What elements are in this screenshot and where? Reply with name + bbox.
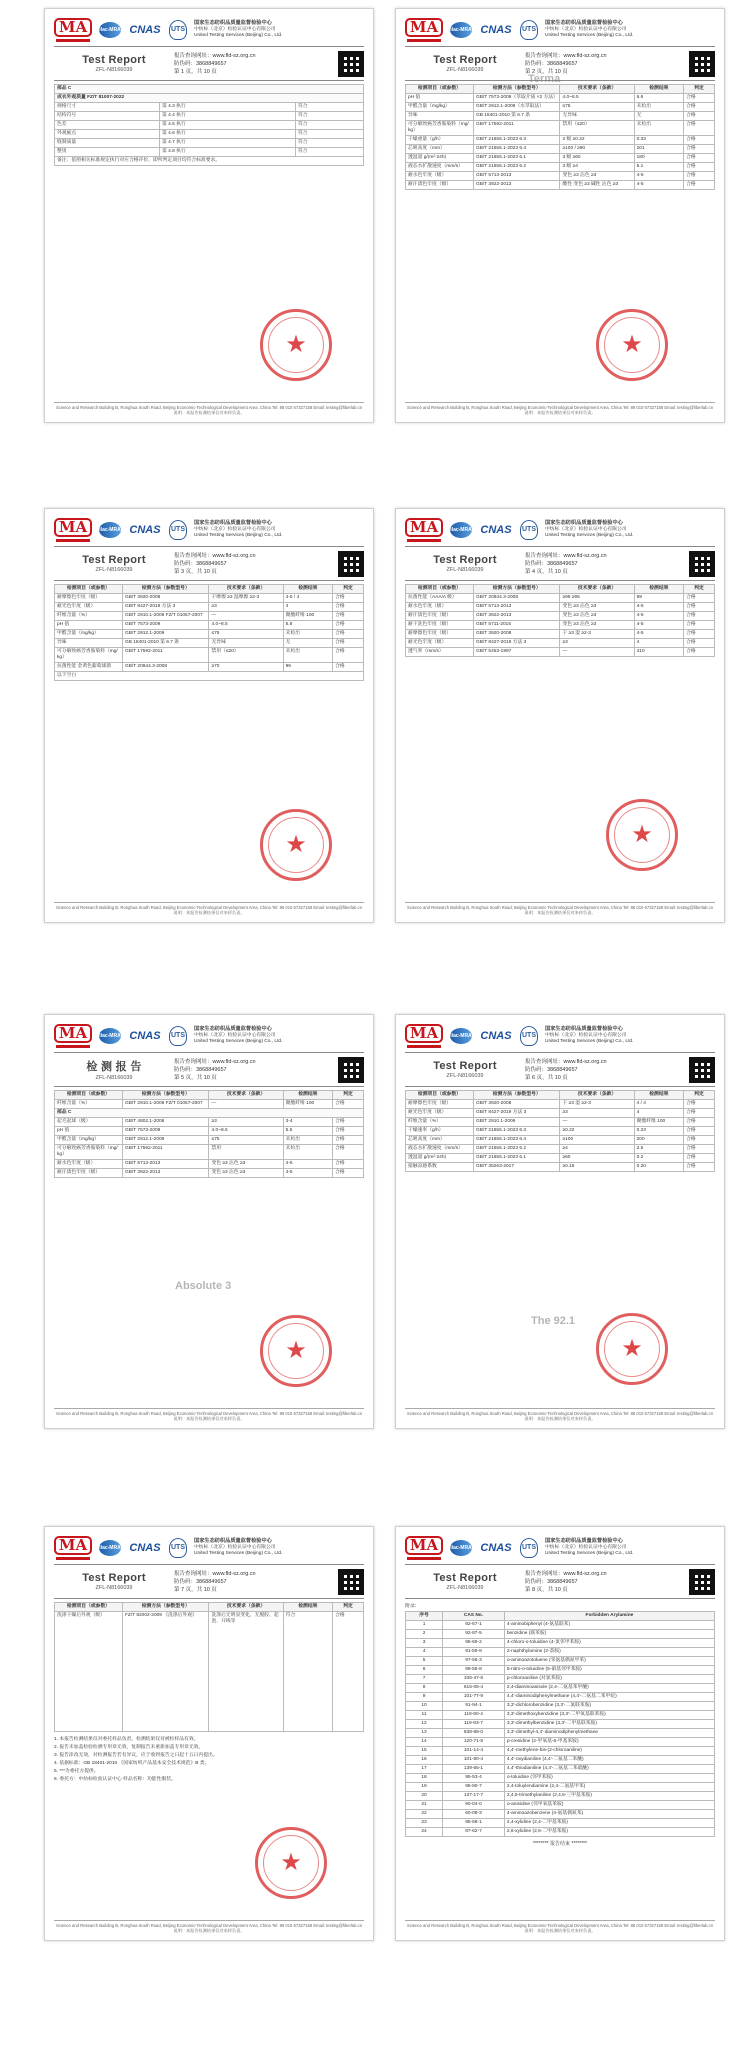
ilac-logo-icon: ilac-MRA	[97, 1024, 123, 1048]
report-title: Test Report	[433, 1572, 497, 1584]
table-row: pH 值 GB/T 7573-2009 4.0~8.5 5.5 合格	[55, 1127, 364, 1136]
report-meta: 报告查询网址：www.fld-sz.org.cn 防伪码：3868849657 第 6 页，共 10 页	[525, 1058, 607, 1081]
section-sub: 成衣外观质量 FZ/T 81007-2022	[55, 94, 364, 103]
page-footer: Science and Research Building B, Ronghua South Road, Beijing Economic-Technological Development Area, China Tel: 86 010 67327158 Email: testing@fiberlab.cn 说明：本报告检测结果仅对来样负责。	[54, 1408, 364, 1422]
report-header	[54, 1023, 364, 1053]
report-meta: 报告查询网址：www.fld-sz.org.cn 防伪码：3868849657 第 1 页，共 10 页	[174, 52, 256, 75]
official-seal-icon: ★	[596, 1313, 668, 1385]
uts-logo-icon: UTS	[167, 1536, 189, 1560]
table-row: 透湿量 g/(m²·24h) GB/T 21655.1-2023 6.1 3 级 ≥60 180 合格	[406, 154, 715, 163]
report-title: Test Report	[82, 554, 146, 566]
report-page-6	[395, 1014, 725, 1429]
table-row: 耐汗渍色牢度（级） GB/T 3922-2013 酸性 变色 ≥3 碱性 沾色 ≥3 4-5 合格	[406, 181, 715, 190]
report-number: ZFL-N8166039	[446, 567, 484, 573]
cnas-logo-icon: CNAS	[129, 24, 161, 36]
watermark-text: Absolute 3	[175, 1280, 232, 1292]
report-number: ZFL-N8166039	[446, 1585, 484, 1591]
table-row: 21 90-04-0 o-anisidine (邻甲氧基苯胺)	[406, 1801, 715, 1810]
page-footer: Science and Research Building B, Ronghua South Road, Beijing Economic-Technological Development Area, China Tel: 86 010 67327158 Email: testing@fiberlab.cn 说明：本报告检测结果仅对来样负责。	[405, 902, 715, 916]
report-meta: 报告查询网址：www.fld-sz.org.cn 防伪码：3868849657 第 4 页，共 10 页	[525, 552, 607, 575]
organization-name: 国家生态纺织品质量监督检验中心 中纺标（北京）检验认证中心有限公司 United Testing Services (Beijing) Co., Ltd.	[194, 20, 283, 39]
organization-name: 国家生态纺织品质量监督检验中心 中纺标（北京）检验认证中心有限公司 United Testing Services (Beijing) Co., Ltd.	[545, 1538, 634, 1557]
report-meta: 报告查询网址：www.fld-sz.org.cn 防伪码：3868849657 第 8 页，共 10 页	[525, 1570, 607, 1593]
report-page-7	[44, 1526, 374, 1941]
table-row: 液态水扩散速度（mm/s） GB/T 21655.1-2023 6.2 3 级 ≥4 5.1 合格	[406, 163, 715, 172]
organization-name: 国家生态纺织品质量监督检验中心 中纺标（北京）检验认证中心有限公司 United Testing Services (Beijing) Co., Ltd.	[194, 1538, 283, 1557]
organization-name: 国家生态纺织品质量监督检验中心 中纺标（北京）检验认证中心有限公司 United Testing Services (Beijing) Co., Ltd.	[545, 1026, 634, 1045]
table-row: 结构符号 第 4.4 执行 符合	[55, 112, 364, 121]
report-number: ZFL-N8166039	[95, 1585, 133, 1591]
watermark-text: The 92.1	[531, 1315, 576, 1327]
report-meta: 报告查询网址：www.fld-sz.org.cn 防伪码：3868849657 第 3 页，共 10 页	[174, 552, 256, 575]
arylamine-table: 序号 CAS No. Forbidden Arylamine 1 92-67-1 4-aminobiphenyl (4-氨基联苯) 2 92-87-5 benzidine (联苯胺) 3 95-69-2 4-chloro-o-toluidine (4-氯邻甲苯胺) 4 91-59-8 2-naphthylamine (2-萘胺) 5 97-56-3 o-aminoazotoluene (邻氨基偶氮甲苯) 6 99-55-8 5-nitro-o-toluidine (5-硝基邻甲苯胺) 7 106-47-8 p-chloroaniline (对氯苯胺) 8 615-05-4 2,4-diaminoanisole (2,4-二氨基苯甲醚) 9 101-77-9 4,4'-diaminodiphenylmethane (4,4'-二氨基二苯甲烷) 10 91-94-1 3,3'-dichlorobenzidine (3,3'-二氯联苯胺) 11 119-90-4 3,3'-dimethoxybenzidine (3,3'-二甲氧基联苯胺) 12 119-93-7 3,3'-dimethylbenzidine (3,3'-二甲基联苯胺) 13 838-88-0 3,3'-dimethyl-4,4'-diaminodiphenylmethane 14 120-71-8 p-cresidine (2-甲氧基-5-甲基苯胺) 15 101-14-4 4,4'-methylene-bis-(2-chloroaniline) 16 101-80-4 4,4'-oxydianiline (4,4'-二氨基二苯醚) 17 139-65-1 4,4'-thiodianiline (4,4'-二氨基二苯硫醚) 18 95-53-4 o-toluidine (邻甲苯胺) 19 95-80-7 2,4-toluylendiamine (2,4-二氨基甲苯) 20 137-17-7 2,4,5-trimethylaniline (2,4,5-三甲基苯胺) 21 90-04-0 o-anisidine (邻甲氧基苯胺) 22 60-09-3 4-aminoazobenzene (4-氨基偶氮苯) 23 95-68-1 2,4-xylidine (2,4-二甲基苯胺) 24 87-62-7 2,6-xylidine (2,6-二甲基苯胺)	[405, 1611, 715, 1837]
table-row: pH 值 GB/T 7573-2009（萃取介质 ×2 方法） 4.0~8.5 6.6 合格	[406, 94, 715, 103]
table-row: 可分解致癌芳香胺染料（mg/kg） GB/T 17592-2011 禁用（≤20） 未检出 合格	[406, 121, 715, 136]
cnas-logo-icon: CNAS	[480, 24, 512, 36]
table-row: 干燥重量（g/h） GB/T 21655.1-2023 6.3 2 级 ≥0.22 0.33 合格	[406, 136, 715, 145]
table-row: 色差 第 4.5 执行 符合	[55, 121, 364, 130]
table-row: 7 106-47-8 p-chloroaniline (对氯苯胺)	[406, 1675, 715, 1684]
table-row: 纤维含量（%） GB/T 2910.1-2009 FZ/T 01057-2007 — 聚酯纤维 100 合格	[55, 1100, 364, 1109]
uts-logo-icon: UTS	[167, 518, 189, 542]
table-row: 6 99-55-8 5-nitro-o-toluidine (5-硝基邻甲苯胺)	[406, 1666, 715, 1675]
table-row: 甲醛含量（mg/kg） GB/T 2912.1-2009 ≤75 未检出 合格	[55, 1136, 364, 1145]
table-row: 纤维含量（%） GB/T 2910.1-2009 FZ/T 01057-2007 — 聚酯纤维 100 合格	[55, 612, 364, 621]
table-row: 耐汗渍色牢度（级） GB/T 3922-2013 变色 ≥3 沾色 ≥3 4-5 合格	[55, 1169, 364, 1178]
table-row: 5 97-56-3 o-aminoazotoluene (邻氨基偶氮甲苯)	[406, 1657, 715, 1666]
table-row: 20 137-17-7 2,4,5-trimethylaniline (2,4,5-三甲基苯胺)	[406, 1792, 715, 1801]
section-label: 部品 C	[55, 85, 364, 94]
table-row: 异味 GB 18401-2010 第 6.7 条 无异味 无 合格	[55, 639, 364, 648]
table-row: 耐摩擦色牢度（级） GB/T 3920-2008 干摩擦 ≥3 湿摩擦 ≥2-3 4-5 / 4 合格	[55, 594, 364, 603]
table-row: 耐光色牢度（级） GB/T 8427-2019 方法 3 ≥3 4 合格	[406, 1109, 715, 1118]
table-row: 可分解致癌芳香胺染料（mg/kg） GB/T 17592-2011 禁用（≤20） 未检出 合格	[55, 648, 364, 663]
report-header	[405, 517, 715, 547]
cma-logo-icon: MA	[405, 18, 443, 42]
official-seal-icon: ★	[260, 1315, 332, 1387]
table-row: 1 92-67-1 4-aminobiphenyl (4-氨基联苯)	[406, 1621, 715, 1630]
qr-code-icon	[689, 1569, 715, 1595]
table-row: 15 101-14-4 4,4'-methylene-bis-(2-chloroaniline)	[406, 1747, 715, 1756]
table-row: 耐光色牢度（级） GB/T 8427-2019 方法 3 ≥3 4 合格	[406, 639, 715, 648]
qr-code-icon	[338, 1057, 364, 1083]
table-row: 可分解致癌芳香胺染料（mg/kg） GB/T 17592-2011 禁用 未检出 合格	[55, 1145, 364, 1160]
title-row	[405, 1053, 715, 1087]
report-title: Test Report	[82, 1572, 146, 1584]
table-note: 备注：依照相关标准规定执行对应合格评价，即所判定项目均符合标准要求。	[55, 157, 364, 166]
ilac-logo-icon: ilac-MRA	[448, 1536, 474, 1560]
table-row: 缝制质量 第 4.7 执行 符合	[55, 139, 364, 148]
report-notes: 1. 本报告检测结果仅对委托样品负责，检测结果仅对被检样品有效。 2. 报告未加盖检验检测专用章无效，复制报告未重新加盖专用章无效。 3. 报告涂改无效，对检测报告若有异议，应于收到报告之日起十五日内提出。 4. 依据标准：GB 18401-2010 《国家纺织产品基本安全技术规范》B 类。 5. ***为委托方提供。 6. 委托方：中纺标检验认证中心 样品名称：功能性服装。	[54, 1737, 218, 1782]
ilac-logo-icon: ilac-MRA	[448, 1024, 474, 1048]
title-row	[54, 47, 364, 81]
official-seal-icon: ★	[255, 1827, 327, 1899]
table-row: 透湿量 g/(m²·24h) GB/T 21655.1-2023 6.1 ≥60 0.2 合格	[406, 1154, 715, 1163]
results-table	[54, 84, 364, 166]
cma-logo-icon: MA	[54, 1536, 92, 1560]
uts-logo-icon: UTS	[518, 1024, 540, 1048]
report-meta: 报告查询网址：www.fld-sz.org.cn 防伪码：3868849657 第 5 页，共 10 页	[174, 1058, 256, 1081]
table-row: 18 95-53-4 o-toluidine (邻甲苯胺)	[406, 1774, 715, 1783]
ilac-logo-icon: ilac-MRA	[97, 18, 123, 42]
cnas-logo-icon: CNAS	[129, 1030, 161, 1042]
cnas-logo-icon: CNAS	[480, 1542, 512, 1554]
table-row: 3 95-69-2 4-chloro-o-toluidine (4-氯邻甲苯胺)	[406, 1639, 715, 1648]
results-table: 检测项目（或参数） 检测方法（参数型号） 技术要求（条款） 检测结果 判定 抗菌性能（AAA/A 级） GB/T 20944.3-2008 ≥99 ≥95 99 合格 耐水色牢度（级） GB/T 5713-2013 变色 ≥3 沾色 ≥3 4-5 合格 耐汗渍色牢度（级） GB/T 3922-2013 变色 ≥3 沾色 ≥3 4-5 合格 耐干洗色牢度（级） GB/T 5711-2015 变色 ≥3 沾色 ≥3 4-5 合格 耐摩擦色牢度（级） GB/T 3920-2008 干 ≥3 湿 ≥2-3 4-5 合格 耐光色牢度（级） GB/T 8427-2019 方法 3 ≥3 4 合格 透气率（mm/s） GB/T 5453-1997 — 410 合格	[405, 584, 715, 657]
report-end-mark: ******** 报告结束 ********	[533, 1841, 587, 1847]
table-row: 13 838-88-0 3,3'-dimethyl-4,4'-diaminodiphenylmethane	[406, 1729, 715, 1738]
organization-name: 国家生态纺织品质量监督检验中心 中纺标（北京）检验认证中心有限公司 United Testing Services (Beijing) Co., Ltd.	[194, 1026, 283, 1045]
table-row: 异味 GB 18401-2010 第 6.7 条 无异味 无 合格	[406, 112, 715, 121]
table-row: 耐水色牢度（级） GB/T 5713-2013 变色 ≥3 沾色 ≥3 4-5 合格	[55, 1160, 364, 1169]
report-number: ZFL-N8166039	[95, 67, 133, 73]
page-footer: Science and Research Building B, Ronghua South Road, Beijing Economic-Technological Development Area, China Tel: 86 010 67327158 Email: testing@fiberlab.cn 说明：本报告检测结果仅对来样负责。	[54, 1920, 364, 1934]
official-seal-icon: ★	[596, 309, 668, 381]
table-row: 耐摩擦色牢度（级） GB/T 3920-2008 干 ≥3 湿 ≥2-3 4-5 合格	[406, 630, 715, 639]
report-header	[54, 17, 364, 47]
table-row: 8 615-05-4 2,4-diaminoanisole (2,4-二氨基苯甲醚)	[406, 1684, 715, 1693]
report-meta: 报告查询网址：www.fld-sz.org.cn 防伪码：3868849657 第 7 页，共 10 页	[174, 1570, 256, 1593]
report-header	[405, 17, 715, 47]
watermark-text: Terma	[528, 73, 561, 85]
qr-code-icon	[689, 551, 715, 577]
uts-logo-icon: UTS	[518, 518, 540, 542]
cma-logo-icon: MA	[405, 518, 443, 542]
official-seal-icon: ★	[606, 799, 678, 871]
table-row: 透气率（mm/s） GB/T 5453-1997 — 410 合格	[406, 648, 715, 657]
table-row: 2 92-87-5 benzidine (联苯胺)	[406, 1630, 715, 1639]
results-table: 检测项目（或参数） 检测方法（参数型号） 技术要求（条款） 检测结果 判定 洗涤干燥后外观（级） FZ/T 82002-2009 《洗涤后外观》 洗涤后无明显变化，无脱胶、起泡、开线等 符合 合格	[54, 1602, 364, 1732]
uts-logo-icon: UTS	[518, 1536, 540, 1560]
table-row: 耐水色牢度（级） GB/T 5713-2013 变色 ≥3 沾色 ≥3 4-5 合格	[406, 172, 715, 181]
title-row	[54, 1053, 364, 1087]
report-title: Test Report	[82, 54, 146, 66]
title-row	[405, 1565, 715, 1599]
table-row: 洗涤干燥后外观（级） FZ/T 82002-2009 《洗涤后外观》 洗涤后无明显变化，无脱胶、起泡、开线等 符合 合格	[55, 1612, 364, 1732]
table-row: 外观疵点 第 4.6 执行 符合	[55, 130, 364, 139]
table-row: 液态水扩散速度（mm/s） GB/T 21655.1-2023 6.2 ≥4 2.5 合格	[406, 1145, 715, 1154]
section-label: 部品 C	[55, 1109, 364, 1118]
qr-code-icon	[338, 551, 364, 577]
cnas-logo-icon: CNAS	[129, 524, 161, 536]
title-row	[54, 547, 364, 581]
ilac-logo-icon: ilac-MRA	[97, 1536, 123, 1560]
cma-logo-icon: MA	[54, 1024, 92, 1048]
table-row: 芯吸高度（mm） GB/T 21655.1-2023 6.4 ≥100 200 合格	[406, 1136, 715, 1145]
table-row: 11 119-90-4 3,3'-dimethoxybenzidine (3,3'-二甲氧基联苯胺)	[406, 1711, 715, 1720]
results-table: 检测项目（或参数） 检测方法（参数型号） 技术要求（条款） 检测结果 判定 纤维含量（%） GB/T 2910.1-2009 FZ/T 01057-2007 — 聚酯纤维 100 合格 部品 C 起毛起球（级） GB/T 4802.1-2008 ≥3 3-4 合格 pH 值 GB/T 7573-2009 4.0~8.5 5.5 合格 甲醛含量（mg/kg） GB/T 2912.1-2009 ≤75 未检出 合格 可分解致癌芳香胺染料（mg/kg） GB/T 17592-2011 禁用 未检出 合格 耐水色牢度（级） GB/T 5713-2013 变色 ≥3 沾色 ≥3 4-5 合格 耐汗渍色牢度（级） GB/T 3922-2013 变色 ≥3 沾色 ≥3 4-5 合格	[54, 1090, 364, 1178]
table-end-note: 以下空白	[55, 672, 364, 681]
table-row: 接触凉感系数 GB/T 35263-2017 ≥0.15 0.20 合格	[406, 1163, 715, 1172]
report-header	[405, 1023, 715, 1053]
table-row: 24 87-62-7 2,6-xylidine (2,6-二甲基苯胺)	[406, 1828, 715, 1837]
page-footer: Science and Research Building B, Ronghua South Road, Beijing Economic-Technological Development Area, China Tel: 86 010 67327158 Email: testing@fiberlab.cn 说明：本报告检测结果仅对来样负责。	[54, 402, 364, 416]
title-row	[405, 547, 715, 581]
ilac-logo-icon: ilac-MRA	[448, 518, 474, 542]
cnas-logo-icon: CNAS	[129, 1542, 161, 1554]
report-title: 检 测 报 告	[86, 1061, 142, 1073]
report-header	[405, 1535, 715, 1565]
cma-logo-icon: MA	[54, 518, 92, 542]
organization-name: 国家生态纺织品质量监督检验中心 中纺标（北京）检验认证中心有限公司 United Testing Services (Beijing) Co., Ltd.	[545, 520, 634, 539]
table-row: 耐汗渍色牢度（级） GB/T 3922-2013 变色 ≥3 沾色 ≥3 4-5 合格	[406, 612, 715, 621]
page-footer: Science and Research Building B, Ronghua South Road, Beijing Economic-Technological Development Area, China Tel: 86 010 67327158 Email: testing@fiberlab.cn 说明：本报告检测结果仅对来样负责。	[405, 1408, 715, 1422]
qr-code-icon	[689, 1057, 715, 1083]
uts-logo-icon: UTS	[167, 18, 189, 42]
table-row: 芯吸高度（mm） GB/T 21655.1-2023 6.4 ≥100 / ≥90 201 合格	[406, 145, 715, 154]
report-page-4	[395, 508, 725, 923]
table-row: 12 119-93-7 3,3'-dimethylbenzidine (3,3'-二甲基联苯胺)	[406, 1720, 715, 1729]
report-number: ZFL-N8166039	[95, 567, 133, 573]
table-row: 16 101-80-4 4,4'-oxydianiline (4,4'-二氨基二苯醚)	[406, 1756, 715, 1765]
table-row: 耐摩擦色牢度（级） GB/T 3920-2008 干 ≥3 湿 ≥2-3 4 / 4 合格	[406, 1100, 715, 1109]
cma-logo-icon: MA	[405, 1536, 443, 1560]
page-footer: Science and Research Building B, Ronghua South Road, Beijing Economic-Technological Development Area, China Tel: 86 010 67327158 Email: testing@fiberlab.cn 说明：本报告检测结果仅对来样负责。	[405, 1920, 715, 1934]
page-footer: Science and Research Building B, Ronghua South Road, Beijing Economic-Technological Development Area, China Tel: 86 010 67327158 Email: testing@fiberlab.cn 说明：本报告检测结果仅对来样负责。	[405, 402, 715, 416]
table-row: 整烫 第 4.8 执行 符合	[55, 148, 364, 157]
qr-code-icon	[338, 51, 364, 77]
report-page-1	[44, 8, 374, 423]
table-row: 耐光色牢度（级） GB/T 8427-2019 方法 3 ≥3 4 合格	[55, 603, 364, 612]
report-title: Test Report	[433, 1060, 497, 1072]
table-row: 纤维含量（%） GB/T 2910.1-2009 — 聚酯纤维 100 合格	[406, 1118, 715, 1127]
page-footer: Science and Research Building B, Ronghua South Road, Beijing Economic-Technological Development Area, China Tel: 86 010 67327158 Email: testing@fiberlab.cn 说明：本报告检测结果仅对来样负责。	[54, 902, 364, 916]
official-seal-icon: ★	[260, 309, 332, 381]
cma-logo-icon: MA	[54, 18, 92, 42]
cnas-logo-icon: CNAS	[480, 1030, 512, 1042]
report-title: Test Report	[433, 554, 497, 566]
ilac-logo-icon: ilac-MRA	[97, 518, 123, 542]
table-row: 干燥速率（g/h） GB/T 21655.1-2023 6.3 ≥0.22 0.23 合格	[406, 1127, 715, 1136]
table-row: 耐干洗色牢度（级） GB/T 5711-2015 变色 ≥3 沾色 ≥3 4-5 合格	[406, 621, 715, 630]
report-title: Test Report	[433, 54, 497, 66]
report-page-2	[395, 8, 725, 423]
table-row: 抗菌性能（AAA/A 级） GB/T 20944.3-2008 ≥99 ≥95 99 合格	[406, 594, 715, 603]
cnas-logo-icon: CNAS	[480, 524, 512, 536]
qr-code-icon	[338, 1569, 364, 1595]
report-page-5	[44, 1014, 374, 1429]
report-page-3	[44, 508, 374, 923]
report-meta: 报告查询网址：www.fld-sz.org.cn 防伪码：3868849657 第 2 页，共 10 页	[525, 52, 607, 75]
results-table: 检测项目（或参数） 检测方法（参数型号） 技术要求（条款） 检测结果 判定 pH 值 GB/T 7573-2009（萃取介质 ×2 方法） 4.0~8.5 6.6 合格 甲醛含量（mg/kg） GB/T 2912.1-2009（水萃取法） ≤75 未检出 合格 异味 GB 18401-2010 第 6.7 条 无异味 无 合格 可分解致癌芳香胺染料（mg/kg） GB/T 17592-2011 禁用（≤20） 未检出 合格 干燥重量（g/h） GB/T 21655.1-2023 6.3 2 级 ≥0.22 0.33 合格 芯吸高度（mm） GB/T 21655.1-2023 6.4 ≥100 / ≥90 201 合格 透湿量 g/(m²·24h) GB/T 21655.1-2023 6.1 3 级 ≥60 180 合格 液态水扩散速度（mm/s） GB/T 21655.1-2023 6.2 3 级 ≥4 5.1 合格 耐水色牢度（级） GB/T 5713-2013 变色 ≥3 沾色 ≥3 4-5 合格 耐汗渍色牢度（级） GB/T 3922-2013 酸性 变色 ≥3 碱性 沾色 ≥3 4-5 合格	[405, 84, 715, 190]
organization-name: 国家生态纺织品质量监督检验中心 中纺标（北京）检验认证中心有限公司 United Testing Services (Beijing) Co., Ltd.	[194, 520, 283, 539]
cma-logo-icon: MA	[405, 1024, 443, 1048]
organization-name: 国家生态纺织品质量监督检验中心 中纺标（北京）检验认证中心有限公司 United Testing Services (Beijing) Co., Ltd.	[545, 20, 634, 39]
table-row: 19 95-80-7 2,4-toluylendiamine (2,4-二氨基甲苯)	[406, 1783, 715, 1792]
table-row: 14 120-71-8 p-cresidine (2-甲氧基-5-甲基苯胺)	[406, 1738, 715, 1747]
table-row: 甲醛含量（mg/kg） GB/T 2912.1-2009 ≤75 未检出 合格	[55, 630, 364, 639]
report-number: ZFL-N8166039	[446, 67, 484, 73]
table-row: 23 95-68-1 2,4-xylidine (2,4-二甲基苯胺)	[406, 1819, 715, 1828]
table-row: 抗菌性能 金黄色葡萄球菌 GB/T 20944.3-2008 ≥70 99 合格	[55, 663, 364, 672]
report-number: ZFL-N8166039	[95, 1075, 133, 1081]
table-row: pH 值 GB/T 7573-2009 4.0~8.5 5.8 合格	[55, 621, 364, 630]
qr-code-icon	[689, 51, 715, 77]
table-row: 10 91-94-1 3,3'-dichlorobenzidine (3,3'-二氯联苯胺)	[406, 1702, 715, 1711]
report-page-8	[395, 1526, 725, 1941]
table-row: 甲醛含量（mg/kg） GB/T 2912.1-2009（水萃取法） ≤75 未检出 合格	[406, 103, 715, 112]
table-row: 规格尺寸 第 4.3 执行 符合	[55, 103, 364, 112]
uts-logo-icon: UTS	[167, 1024, 189, 1048]
table-row: 起毛起球（级） GB/T 4802.1-2008 ≥3 3-4 合格	[55, 1118, 364, 1127]
ilac-logo-icon: ilac-MRA	[448, 18, 474, 42]
title-row	[54, 1565, 364, 1599]
appendix-caption: 附录：	[405, 1604, 420, 1609]
results-table: 检测项目（或参数） 检测方法（参数型号） 技术要求（条款） 检测结果 判定 耐摩擦色牢度（级） GB/T 3920-2008 干 ≥3 湿 ≥2-3 4 / 4 合格 耐光色牢度（级） GB/T 8427-2019 方法 3 ≥3 4 合格 纤维含量（%） GB/T 2910.1-2009 — 聚酯纤维 100 合格 干燥速率（g/h） GB/T 21655.1-2023 6.3 ≥0.22 0.23 合格 芯吸高度（mm） GB/T 21655.1-2023 6.4 ≥100 200 合格 液态水扩散速度（mm/s） GB/T 21655.1-2023 6.2 ≥4 2.5 合格 透湿量 g/(m²·24h) GB/T 21655.1-2023 6.1 ≥60 0.2 合格 接触凉感系数 GB/T 35263-2017 ≥0.15 0.20 合格	[405, 1090, 715, 1172]
table-row: 耐水色牢度（级） GB/T 5713-2013 变色 ≥3 沾色 ≥3 4-5 合格	[406, 603, 715, 612]
report-header	[54, 517, 364, 547]
official-seal-icon: ★	[260, 809, 332, 881]
table-row: 4 91-59-8 2-naphthylamine (2-萘胺)	[406, 1648, 715, 1657]
uts-logo-icon: UTS	[518, 18, 540, 42]
report-number: ZFL-N8166039	[446, 1073, 484, 1079]
table-row: 9 101-77-9 4,4'-diaminodiphenylmethane (4,4'-二氨基二苯甲烷)	[406, 1693, 715, 1702]
report-header	[54, 1535, 364, 1565]
table-row: 17 139-65-1 4,4'-thiodianiline (4,4'-二氨基二苯硫醚)	[406, 1765, 715, 1774]
results-table: 检测项目（或参数） 检测方法（参数型号） 技术要求（条款） 检测结果 判定 耐摩擦色牢度（级） GB/T 3920-2008 干摩擦 ≥3 湿摩擦 ≥2-3 4-5 / 4 合格 耐光色牢度（级） GB/T 8427-2019 方法 3 ≥3 4 合格 纤维含量（%） GB/T 2910.1-2009 FZ/T 01057-2007 — 聚酯纤维 100 合格 pH 值 GB/T 7573-2009 4.0~8.5 5.8 合格 甲醛含量（mg/kg） GB/T 2912.1-2009 ≤75 未检出 合格 异味 GB 18401-2010 第 6.7 条 无异味 无 合格 可分解致癌芳香胺染料（mg/kg） GB/T 17592-2011 禁用（≤20） 未检出 合格 抗菌性能 金黄色葡萄球菌 GB/T 20944.3-2008 ≥70 99 合格 以下空白	[54, 584, 364, 681]
table-row: 22 60-09-3 4-aminoazobenzene (4-氨基偶氮苯)	[406, 1810, 715, 1819]
